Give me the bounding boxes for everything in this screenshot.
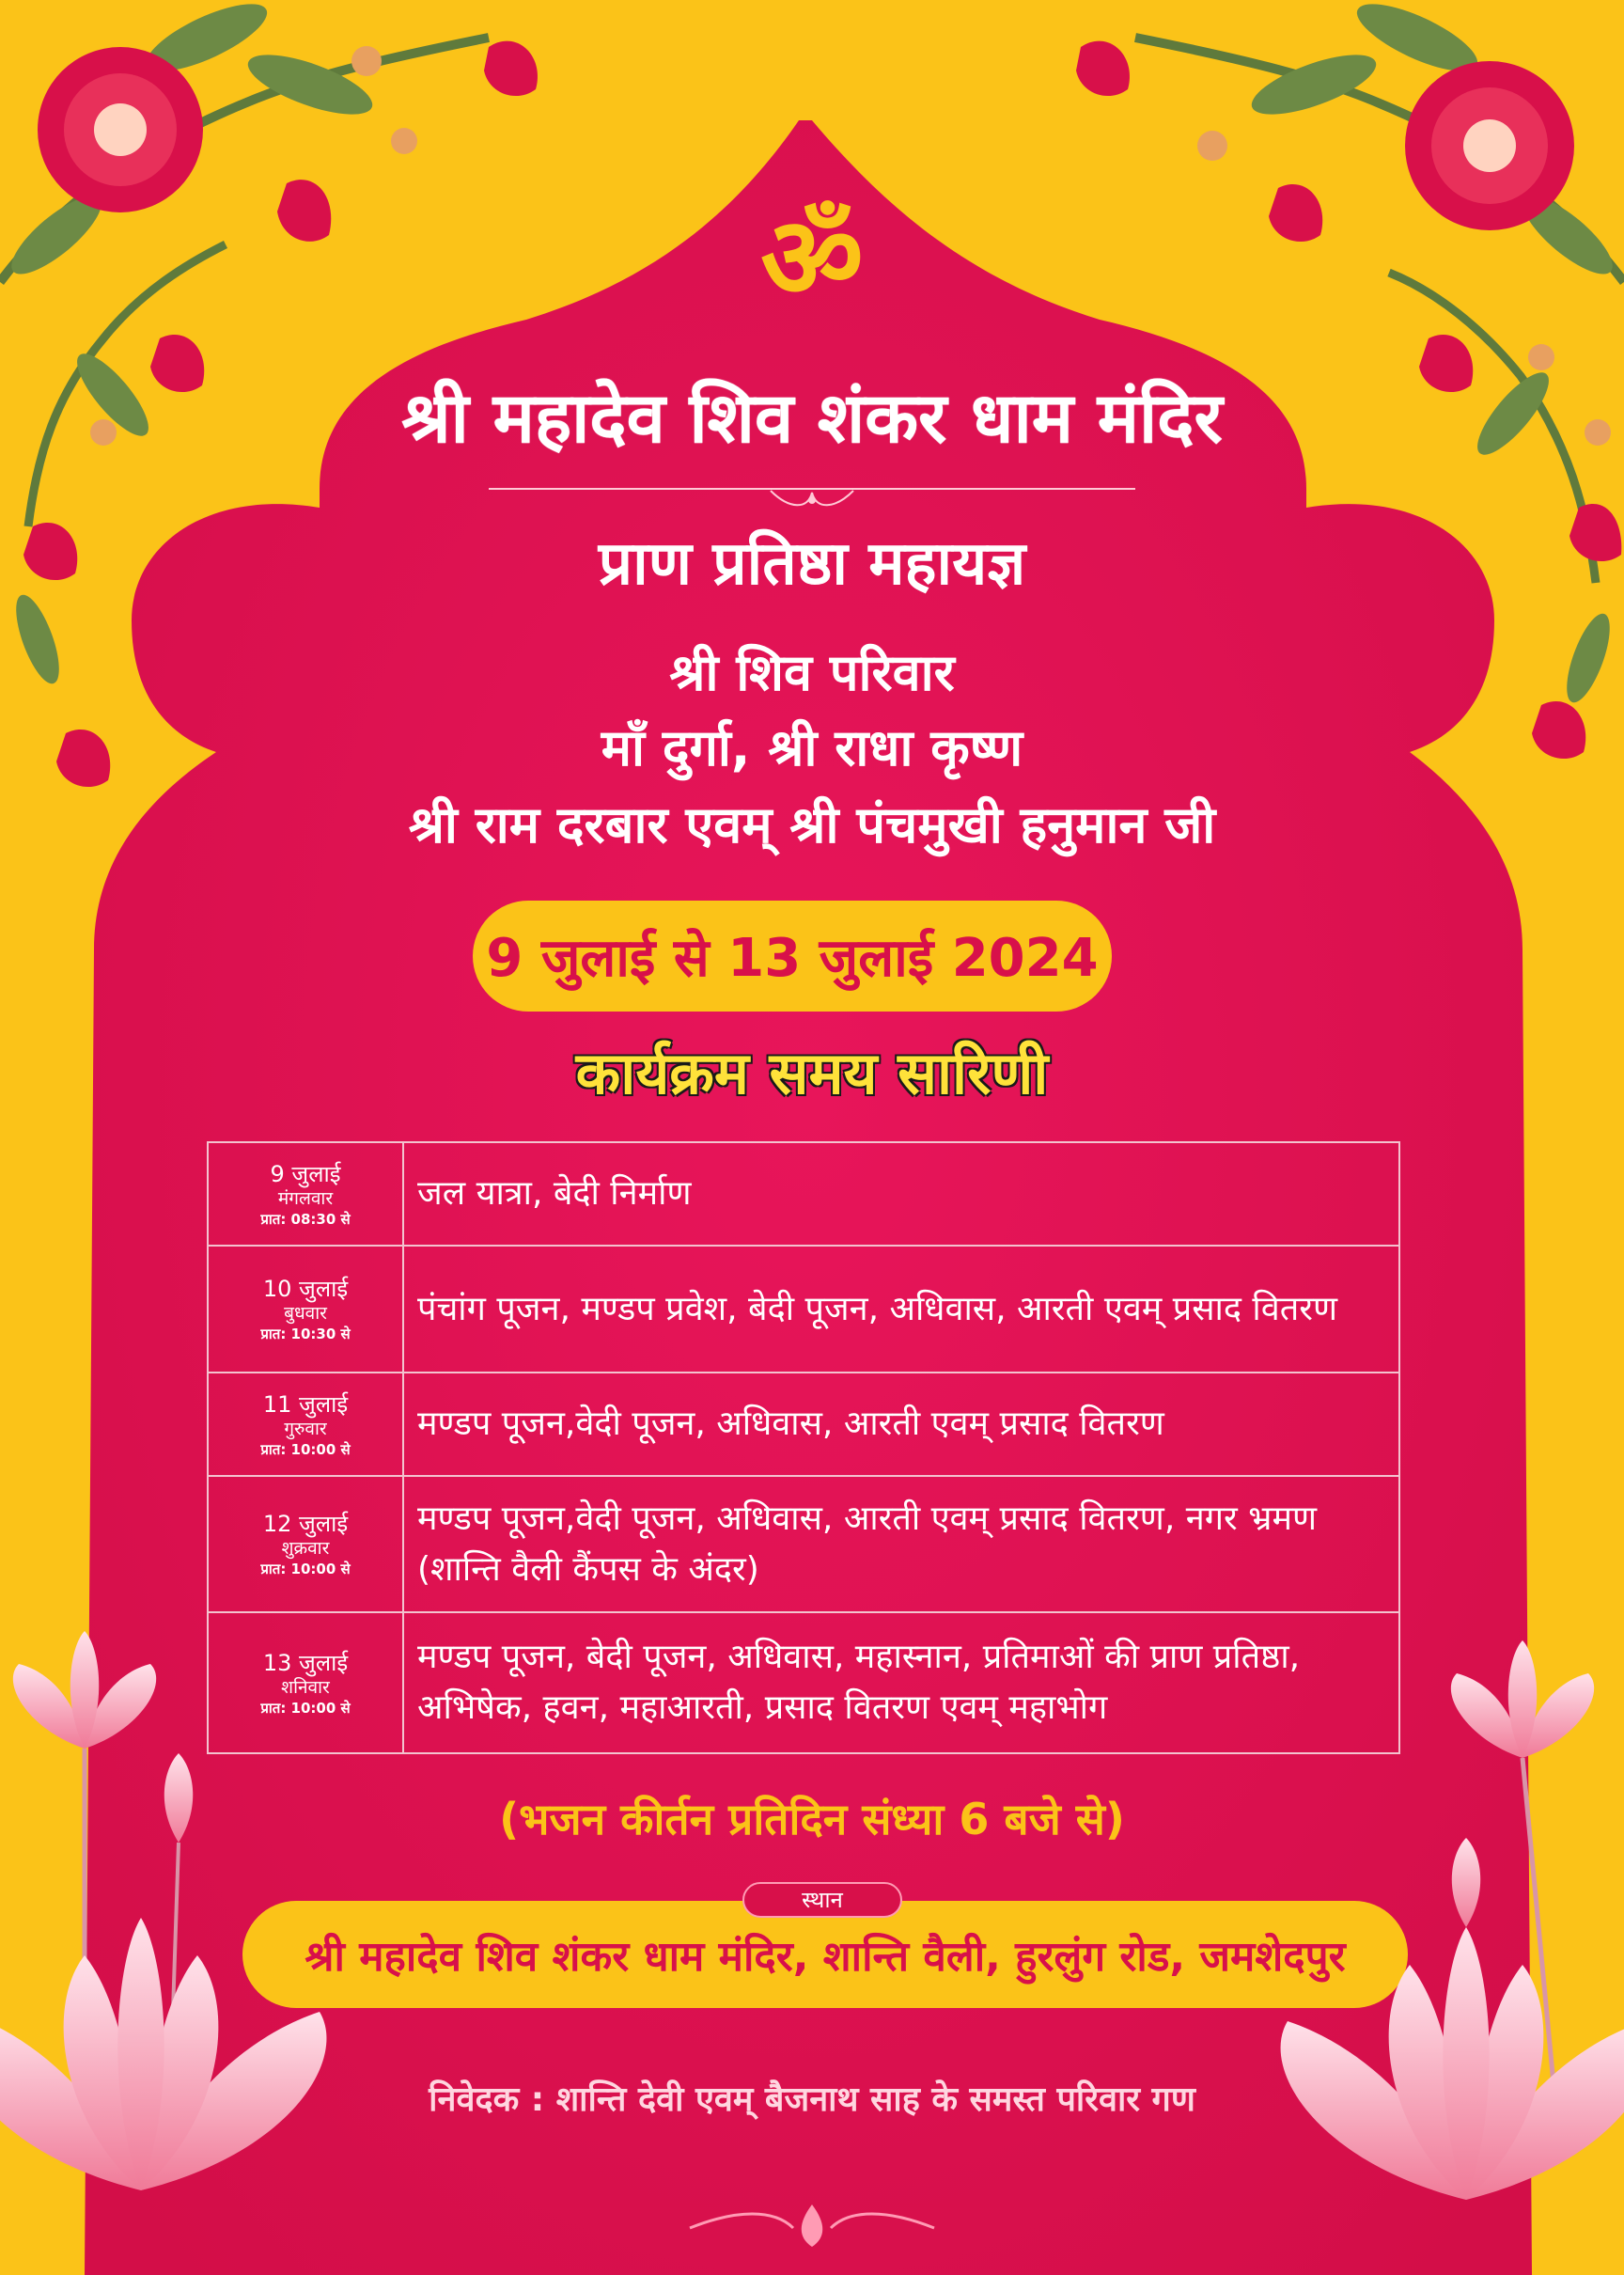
date-range-badge xyxy=(473,901,1112,1012)
deity-line: श्री शिव परिवार xyxy=(669,643,955,702)
day-cell xyxy=(208,1142,403,1246)
venue-text: श्री महादेव शिव शंकर धाम मंदिर, शान्ति वैली, हुरलुंग रोड, जमशेदपुर xyxy=(304,1933,1346,1981)
program-cell: मण्डप पूजन,वेदी पूजन, अधिवास, आरती एवम् प्रसाद वितरण xyxy=(403,1373,1399,1476)
day-date: 12 जुलाई xyxy=(262,1511,349,1538)
temple-title: श्री महादेव शिव शंकर धाम मंदिर xyxy=(401,378,1223,459)
day-date: 11 जुलाई xyxy=(262,1390,349,1418)
day-weekday: बुधवार xyxy=(284,1303,327,1325)
day-time: प्रात: 10:00 से xyxy=(260,1440,351,1458)
day-weekday: गुरुवार xyxy=(284,1418,327,1439)
schedule-row xyxy=(208,1476,1399,1612)
day-cell xyxy=(208,1612,403,1753)
schedule-row xyxy=(208,1246,1399,1373)
day-weekday: शुक्रवार xyxy=(281,1538,330,1560)
day-time: प्रात: 10:30 से xyxy=(260,1326,351,1342)
day-cell xyxy=(208,1373,403,1476)
program-cell: पंचांग पूजन, मण्डप प्रवेश, बेदी पूजन, अधिवास, आरती एवम् प्रसाद वितरण xyxy=(403,1246,1399,1373)
deity-line: माँ दुर्गा, श्री राधा कृष्ण xyxy=(601,718,1023,777)
ornament-divider xyxy=(489,481,1135,510)
day-time: प्रात: 10:00 से xyxy=(260,1699,351,1717)
day-date: 13 जुलाई xyxy=(262,1649,349,1676)
day-cell xyxy=(208,1246,403,1373)
program-cell: मण्डप पूजन, बेदी पूजन, अधिवास, महास्नान, प्रतिमाओं की प्राण प्रतिष्ठा, अभिषेक, हवन, महाआरती, प्रसाद वितरण एवम् महाभोग xyxy=(403,1612,1399,1753)
day-date: 9 जुलाई xyxy=(270,1160,341,1187)
schedule-row xyxy=(208,1142,1399,1246)
organiser-note: निवेदक : शान्ति देवी एवम् बैजनाथ साह के समस्त परिवार गण xyxy=(429,2080,1195,2119)
program-cell: मण्डप पूजन,वेदी पूजन, अधिवास, आरती एवम् प्रसाद वितरण, नगर भ्रमण (शान्ति वैली कैंपस के अंदर) xyxy=(403,1476,1399,1612)
bhajan-note: (भजन कीर्तन प्रतिदिन संध्या 6 बजे से) xyxy=(499,1794,1125,1844)
date-range-text: 9 जुलाई से 13 जुलाई 2024 xyxy=(486,928,1099,989)
day-weekday: शनिवार xyxy=(281,1676,330,1698)
program-cell: जल यात्रा, बेदी निर्माण xyxy=(403,1142,1399,1246)
om-symbol: ॐ xyxy=(760,192,864,324)
schedule-heading: कार्यक्रम समय सारिणी xyxy=(575,1039,1049,1107)
day-cell xyxy=(208,1476,403,1612)
day-time: प्रात: 08:30 से xyxy=(260,1210,351,1228)
event-name: प्राण प्रतिष्ठा महायज्ञ xyxy=(598,528,1026,599)
day-date: 10 जुलाई xyxy=(262,1276,349,1303)
schedule-row xyxy=(208,1612,1399,1753)
deity-line: श्री राम दरबार एवम् श्री पंचमुखी हनुमान जी xyxy=(408,795,1216,855)
venue-label: स्थान xyxy=(742,1882,902,1918)
schedule-table xyxy=(207,1141,1400,1754)
day-weekday: मंगलवार xyxy=(277,1187,334,1209)
day-time: प्रात: 10:00 से xyxy=(260,1561,351,1577)
schedule-row xyxy=(208,1373,1399,1476)
